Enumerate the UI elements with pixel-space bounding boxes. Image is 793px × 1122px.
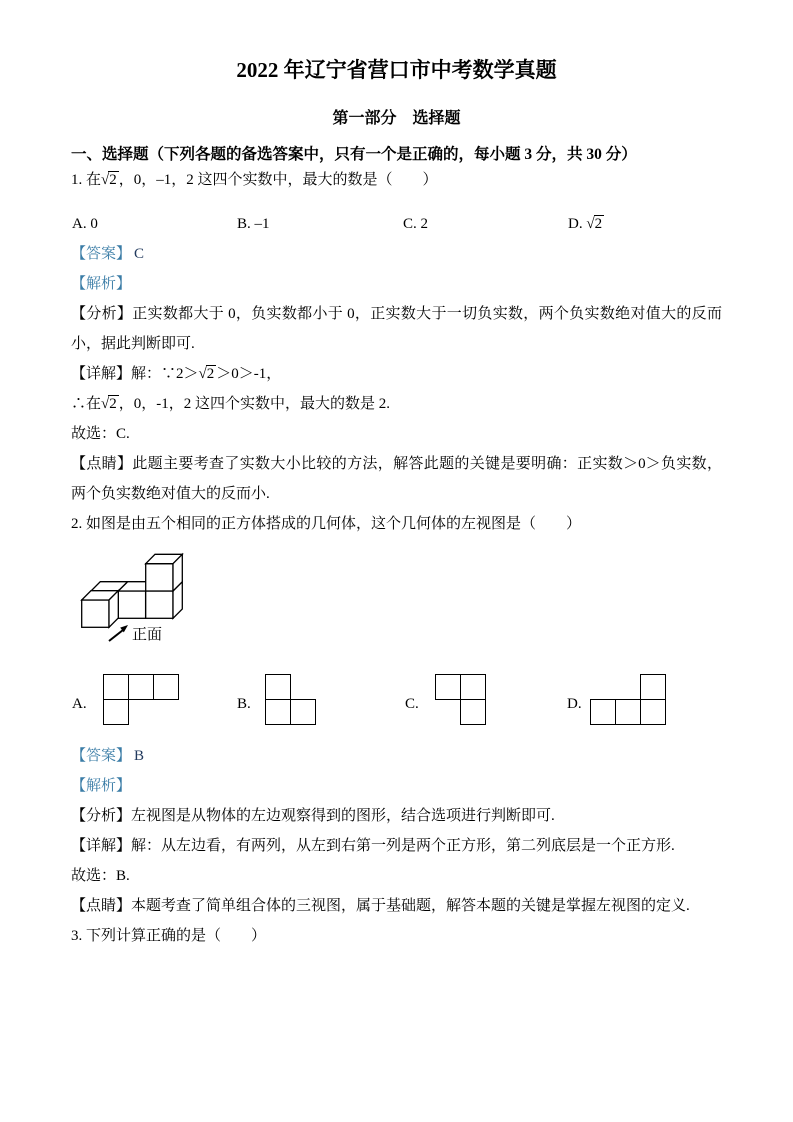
part-heading: 第一部分 选择题	[332, 110, 461, 127]
section-heading: 一、选择题（下列各题的备选答案中，只有一个是正确的，每小题 3 分，共 30 分）	[71, 146, 637, 163]
q2-analysis-label-line	[71, 771, 722, 801]
q1-analysis-label-line	[71, 269, 722, 299]
q1-detail: 【详解】解：∵2＞√2 ＞0＞-1，	[71, 366, 282, 382]
sqrt-radical: √2	[586, 216, 603, 232]
analysis-label: 【解析】	[71, 778, 132, 794]
q1-choice: 故选：C.	[71, 426, 130, 442]
view-grid-square	[615, 699, 641, 725]
view-grid-square	[153, 674, 179, 700]
cube-faces	[82, 554, 183, 627]
q1-option-b: B. –1	[237, 216, 270, 232]
q1-option-c: C. 2	[403, 216, 429, 232]
q2-options	[71, 659, 722, 741]
answer-label: 【答案】	[71, 748, 132, 764]
view-grid-square	[640, 674, 666, 700]
sqrt-radical: √2	[101, 172, 117, 188]
q2-note: 【点睛】本题考查了简单组合体的三视图，属于基础题，解答本题的关键是掌握左视图的定义.	[71, 898, 690, 914]
q2-option-b-letter: B.	[237, 696, 251, 712]
q2-option-a-letter: A.	[72, 696, 87, 712]
sqrt-radical: √2	[101, 396, 117, 412]
q2-analysis: 【分析】左视图是从物体的左边观察得到的图形，结合选项进行判断即可.	[71, 808, 555, 824]
q2-cube-figure	[75, 549, 275, 651]
q1-option-d: D. √2	[568, 216, 603, 232]
view-grid-square	[640, 699, 666, 725]
view-grid-square	[435, 674, 461, 700]
q2-choice: 故选：B.	[71, 868, 130, 884]
q1-analysis: 【分析】正实数都大于 0，负实数都小于 0，正实数大于一切负实数，两个负实数绝对值大的反而小，据此判断即可.	[71, 306, 722, 352]
q1-conclusion: ∴在√2 ，0，-1，2 这四个实数中，最大的数是 2.	[71, 396, 390, 412]
q2-answer-line	[71, 741, 722, 771]
q2-stem: 2. 如图是由五个相同的正方体搭成的几何体，这个几何体的左视图是（ ）	[71, 516, 582, 532]
view-grid-square	[103, 699, 129, 725]
view-grid-square	[290, 699, 316, 725]
q2-detail: 【详解】解：从左边看，有两列，从左到右第一列是两个正方形，第二列底层是一个正方形.	[71, 838, 675, 854]
view-grid-square	[265, 674, 291, 700]
q1-option-a: A. 0	[72, 216, 98, 232]
view-grid-square	[460, 674, 486, 700]
view-grid-square	[128, 674, 154, 700]
q2-option-c-letter: C.	[405, 696, 419, 712]
q2-option-d-letter: D.	[567, 696, 582, 712]
view-grid-square	[460, 699, 486, 725]
document-title: 2022 年辽宁省营口市中考数学真题	[236, 58, 557, 82]
q3-stem: 3. 下列计算正确的是（ ）	[71, 928, 267, 944]
view-grid-square	[265, 699, 291, 725]
view-grid-square	[590, 699, 616, 725]
q2-answer-letter: B	[134, 748, 145, 764]
front-label: 正面	[132, 627, 163, 643]
view-grid-square	[103, 674, 129, 700]
q1-note: 【点睛】此题主要考查了实数大小比较的方法，解答此题的关键是要明确：正实数＞0＞负实数，两个负实数绝对值大的反而小.	[71, 456, 722, 502]
q1-answer-line	[71, 239, 722, 269]
q1-stem: 1. 在√2 ，0，–1，2 这四个实数中，最大的数是（ ）	[71, 172, 438, 188]
analysis-label: 【解析】	[71, 276, 132, 292]
sqrt-radical: √2	[198, 366, 215, 382]
q1-answer-letter: C	[134, 246, 145, 262]
answer-label: 【答案】	[71, 246, 132, 262]
q1-options	[71, 209, 722, 239]
front-direction-arrow	[109, 625, 128, 641]
